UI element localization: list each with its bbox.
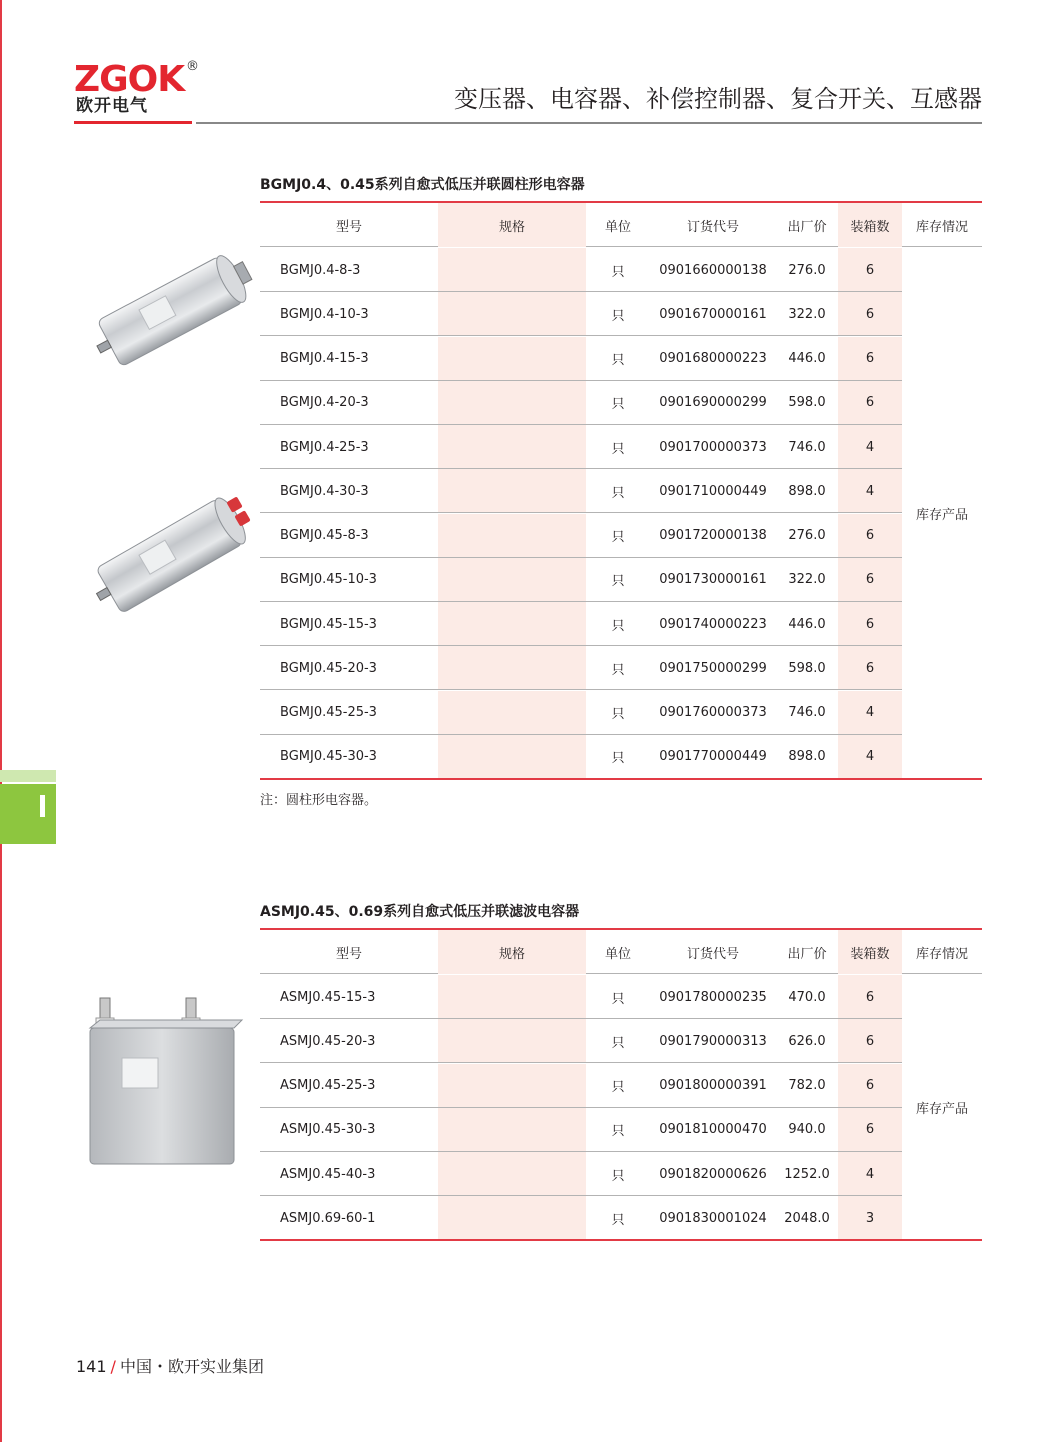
table-row xyxy=(260,514,902,558)
col-header-unit: 单位 xyxy=(604,946,631,962)
table-row xyxy=(260,691,902,735)
cell-unit: 只 xyxy=(611,264,625,280)
table-bottom-border xyxy=(260,1239,982,1241)
cell-order-code: 0901710000449 xyxy=(659,483,767,499)
side-tab xyxy=(0,784,56,844)
cell-pack-qty: 6 xyxy=(838,975,902,1019)
table-header-row xyxy=(260,930,982,974)
cell-spec xyxy=(438,248,586,292)
cell-price: 1252.0 xyxy=(784,1166,830,1182)
table-row xyxy=(260,1064,902,1108)
cell-pack-qty: 4 xyxy=(838,469,902,513)
cell-model: ASMJ0.45-40-3 xyxy=(280,1166,376,1182)
cell-order-code: 0901810000470 xyxy=(659,1122,767,1138)
table-row xyxy=(260,425,902,469)
cell-unit: 只 xyxy=(611,1212,625,1228)
cell-unit: 只 xyxy=(611,353,625,368)
cell-unit: 只 xyxy=(611,662,625,678)
table-row xyxy=(260,381,902,425)
footer-separator: / xyxy=(110,1357,116,1376)
cell-unit: 只 xyxy=(611,618,625,634)
table-row xyxy=(260,248,902,292)
col-header-stock: 库存情况 xyxy=(915,219,968,235)
cell-unit: 只 xyxy=(611,397,625,413)
cell-spec xyxy=(438,425,586,469)
cell-price: 940.0 xyxy=(788,1122,826,1138)
cell-unit: 只 xyxy=(611,308,625,324)
cell-pack-qty: 6 xyxy=(838,602,902,646)
footer-company: 中国・欧开实业集团 xyxy=(119,1357,264,1376)
cell-order-code: 0901830001024 xyxy=(659,1210,767,1226)
header-divider xyxy=(196,122,982,124)
cell-unit: 只 xyxy=(611,485,625,501)
cell-pack-qty: 4 xyxy=(838,425,902,469)
cell-pack-qty: 4 xyxy=(838,691,902,735)
cell-unit: 只 xyxy=(611,574,625,590)
section1-title: BGMJ0.4、0.45系列自愈式低压并联圆柱形电容器 xyxy=(260,177,585,193)
logo-underline xyxy=(74,121,192,124)
cell-order-code: 0901790000313 xyxy=(659,1033,767,1049)
table-row xyxy=(260,1108,902,1152)
page-footer xyxy=(76,1354,264,1377)
cell-price: 598.0 xyxy=(788,660,826,676)
cell-spec xyxy=(438,975,586,1019)
cell-unit: 只 xyxy=(611,441,625,457)
cell-model: BGMJ0.4-10-3 xyxy=(280,306,369,322)
cell-model: BGMJ0.4-15-3 xyxy=(280,351,369,366)
cell-model: BGMJ0.45-8-3 xyxy=(280,528,369,543)
col-header-qty: 装箱数 xyxy=(838,203,902,247)
cell-unit: 只 xyxy=(611,1168,625,1184)
cell-pack-qty: 6 xyxy=(838,1108,902,1152)
cell-model: BGMJ0.4-25-3 xyxy=(280,439,369,455)
cell-price: 626.0 xyxy=(788,1033,826,1049)
cell-model: BGMJ0.45-20-3 xyxy=(280,660,377,676)
cell-order-code: 0901670000161 xyxy=(659,306,767,322)
col-header-price: 出厂价 xyxy=(787,219,827,235)
cell-spec xyxy=(438,337,586,381)
cell-price: 898.0 xyxy=(788,483,826,499)
cell-order-code: 0901730000161 xyxy=(659,572,767,588)
cell-pack-qty: 6 xyxy=(838,1064,902,1108)
cell-spec xyxy=(438,1196,586,1240)
table-row xyxy=(260,337,902,381)
cell-price: 446.0 xyxy=(788,351,826,366)
col-header-spec: 规格 xyxy=(438,203,586,247)
cylindrical-capacitor-image-2 xyxy=(88,484,258,624)
cell-model: BGMJ0.4-20-3 xyxy=(280,395,369,411)
cylindrical-capacitor-image-1 xyxy=(88,240,258,380)
cell-price: 446.0 xyxy=(788,616,826,632)
section1-table xyxy=(260,201,982,781)
cell-order-code: 0901700000373 xyxy=(659,439,767,455)
cell-unit: 只 xyxy=(611,991,625,1007)
table-row xyxy=(260,292,902,336)
cell-order-code: 0901690000299 xyxy=(659,395,767,411)
cell-model: BGMJ0.4-30-3 xyxy=(280,483,369,499)
cell-order-code: 0901820000626 xyxy=(659,1166,767,1182)
table-row xyxy=(260,1019,902,1063)
cell-pack-qty: 6 xyxy=(838,381,902,425)
logo-text: ZGOK xyxy=(74,59,185,100)
cell-price: 746.0 xyxy=(788,439,826,455)
cell-model: ASMJ0.45-20-3 xyxy=(280,1033,376,1049)
cell-spec xyxy=(438,381,586,425)
side-tab-mark xyxy=(40,795,45,817)
cell-price: 782.0 xyxy=(788,1078,826,1093)
cell-pack-qty: 6 xyxy=(838,1019,902,1063)
cell-spec xyxy=(438,1152,586,1196)
cell-order-code: 0901770000449 xyxy=(659,749,767,765)
cell-pack-qty: 6 xyxy=(838,337,902,381)
cell-spec xyxy=(438,735,586,779)
table-row xyxy=(260,602,902,646)
cell-price: 898.0 xyxy=(788,749,826,765)
table-row xyxy=(260,975,902,1019)
col-header-model: 型号 xyxy=(335,219,362,235)
cell-pack-qty: 6 xyxy=(838,558,902,602)
table-header-row xyxy=(260,203,982,247)
section2-title: ASMJ0.45、0.69系列自愈式低压并联滤波电容器 xyxy=(260,904,580,920)
table-row xyxy=(260,1152,902,1196)
cell-order-code: 0901780000235 xyxy=(659,989,767,1005)
cell-model: ASMJ0.45-25-3 xyxy=(280,1078,376,1093)
cell-unit: 只 xyxy=(611,530,625,545)
cell-price: 276.0 xyxy=(788,528,826,543)
cell-model: BGMJ0.45-30-3 xyxy=(280,749,377,765)
cell-spec xyxy=(438,602,586,646)
cell-pack-qty: 6 xyxy=(838,514,902,558)
table-row xyxy=(260,646,902,690)
header-title: 变压器、电容器、补偿控制器、复合开关、互感器 xyxy=(454,85,982,113)
page-edge-line xyxy=(0,0,2,1442)
cell-unit: 只 xyxy=(611,707,625,722)
cell-pack-qty: 6 xyxy=(838,292,902,336)
cell-price: 746.0 xyxy=(788,705,826,720)
page-number: 141 xyxy=(76,1357,107,1376)
cell-unit: 只 xyxy=(611,751,625,767)
cell-order-code: 0901660000138 xyxy=(659,262,767,278)
cell-spec xyxy=(438,691,586,735)
cell-model: ASMJ0.69-60-1 xyxy=(280,1210,376,1226)
cell-pack-qty: 4 xyxy=(838,735,902,779)
col-header-code: 订货代号 xyxy=(686,946,739,962)
cell-model: BGMJ0.4-8-3 xyxy=(280,262,361,278)
cell-order-code: 0901680000223 xyxy=(659,351,767,366)
logo xyxy=(74,59,199,126)
cell-pack-qty: 3 xyxy=(838,1196,902,1240)
cell-pack-qty: 6 xyxy=(838,248,902,292)
cell-model: ASMJ0.45-30-3 xyxy=(280,1122,376,1138)
cell-pack-qty: 4 xyxy=(838,1152,902,1196)
section1-note: 注：圆柱形电容器。 xyxy=(260,793,378,808)
cell-unit: 只 xyxy=(611,1080,625,1095)
cell-unit: 只 xyxy=(611,1124,625,1140)
cell-order-code: 0901740000223 xyxy=(659,616,767,632)
cell-order-code: 0901750000299 xyxy=(659,660,767,676)
cell-spec xyxy=(438,558,586,602)
col-header-qty: 装箱数 xyxy=(838,930,902,974)
side-tab-accent xyxy=(0,770,56,782)
cell-spec xyxy=(438,1064,586,1108)
cell-price: 322.0 xyxy=(788,306,826,322)
cell-price: 322.0 xyxy=(788,572,826,588)
col-header-stock: 库存情况 xyxy=(915,946,968,962)
logo-subtitle: 欧开电气 xyxy=(76,96,148,116)
table-row xyxy=(260,735,902,779)
cell-spec xyxy=(438,469,586,513)
col-header-unit: 单位 xyxy=(604,219,631,235)
registered-mark: ® xyxy=(186,59,199,74)
cell-model: BGMJ0.45-25-3 xyxy=(280,705,377,720)
stock-status: 库存产品 xyxy=(915,508,968,523)
col-header-model: 型号 xyxy=(335,946,362,962)
cell-price: 2048.0 xyxy=(784,1210,830,1226)
cell-spec xyxy=(438,646,586,690)
table-bottom-border xyxy=(260,778,982,780)
cell-order-code: 0901760000373 xyxy=(659,705,767,720)
cell-order-code: 0901720000138 xyxy=(659,528,767,543)
cell-price: 598.0 xyxy=(788,395,826,411)
section2-table xyxy=(260,928,982,1242)
cell-price: 276.0 xyxy=(788,262,826,278)
cell-price: 470.0 xyxy=(788,989,826,1005)
cell-model: BGMJ0.45-15-3 xyxy=(280,616,377,632)
table-row xyxy=(260,469,902,513)
col-header-spec: 规格 xyxy=(438,930,586,974)
box-capacitor-image xyxy=(82,988,252,1178)
cell-pack-qty: 6 xyxy=(838,646,902,690)
cell-spec xyxy=(438,514,586,558)
cell-order-code: 0901800000391 xyxy=(659,1078,767,1093)
stock-status: 库存产品 xyxy=(915,1102,968,1117)
cell-unit: 只 xyxy=(611,1035,625,1051)
table-row xyxy=(260,1196,902,1240)
table-row xyxy=(260,558,902,602)
cell-spec xyxy=(438,1108,586,1152)
col-header-code: 订货代号 xyxy=(686,219,739,235)
col-header-price: 出厂价 xyxy=(787,946,827,962)
cell-spec xyxy=(438,1019,586,1063)
cell-spec xyxy=(438,292,586,336)
cell-model: ASMJ0.45-15-3 xyxy=(280,989,376,1005)
cell-model: BGMJ0.45-10-3 xyxy=(280,572,377,588)
